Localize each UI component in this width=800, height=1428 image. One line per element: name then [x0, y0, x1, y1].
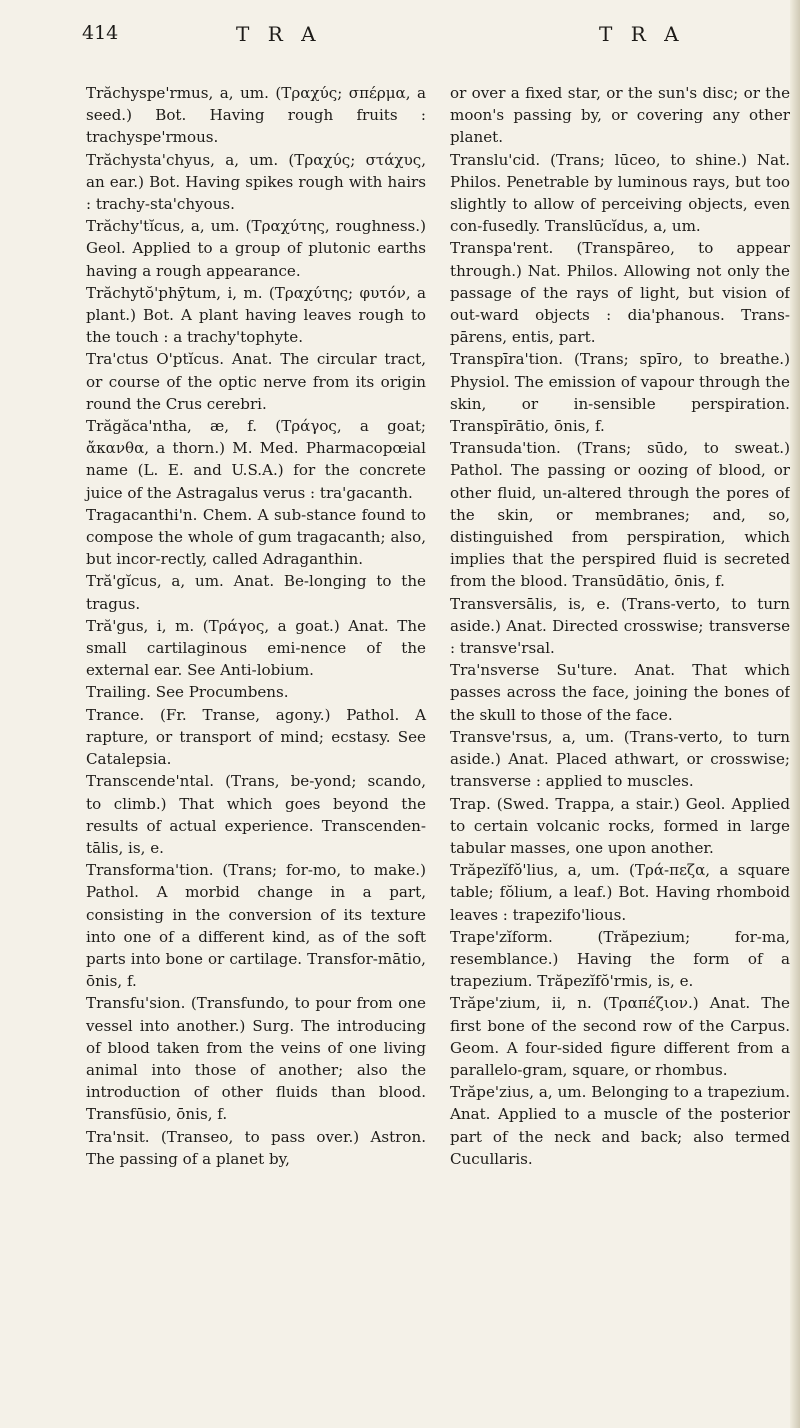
dictionary-entry: Tra'ctus O'ptĭcus. Anat. The circular tract, or course of the optic nerve from its origin round the Crus cerebri.	[86, 350, 426, 413]
header-left-word: T R A	[236, 22, 322, 46]
dictionary-entry: Tra'nsverse Su'ture. Anat. That which passes across the face, joining the bones of the skull to those of the face.	[450, 661, 790, 724]
left-column	[86, 82, 426, 1407]
dictionary-entry: Tră'gus, i, m. (Τράγος, a goat.) Anat. The small cartilaginous emi-nence of the external ear. See Anti-lobium.	[86, 616, 426, 680]
page-header	[76, 22, 766, 62]
dictionary-entry: Tra'nsit. (Transeo, to pass over.) Astron. The passing of a planet by,	[86, 1127, 426, 1168]
dictionary-entry: Trăgăca'ntha, æ, f. (Τράγος, a goat; ἄκανθα, a thorn.) M. Med. Pharmacopœial name (L. E. and U.S.A.) for the concrete juice of the Astragalus verus : tra'gacanth.	[86, 417, 426, 502]
dictionary-entry: Trăchytŏ'phȳtum, i, m. (Τραχύτης; φυτόν, a plant.) Bot. A plant having leaves rough to the touch : a trachy'tophyte.	[86, 283, 426, 347]
dictionary-entry: Trăchy'tĭcus, a, um. (Τραχύτης, roughness.) Geol. Applied to a group of plutonic earths having a rough appearance.	[86, 217, 426, 280]
header-right-word: T R A	[599, 22, 685, 46]
right-column	[450, 82, 790, 1407]
dictionary-columns	[76, 82, 790, 1407]
dictionary-entry: Transcende'ntal. (Trans, be-yond; scando, to climb.) That which goes beyond the results of actual experience. Transcenden-tālis, is, e.	[86, 772, 426, 857]
page-edge	[790, 0, 800, 1428]
dictionary-entry: Tragacanthi'n. Chem. A sub-stance found to compose the whole of gum tragacanth; also, but incor-rectly, called Adraganthin.	[86, 505, 426, 569]
dictionary-entry: Translu'cid. (Trans; lūceo, to shine.) Nat. Philos. Penetrable by luminous rays, but too slightly to allow of perceiving objects, even con-fusedly. Translūcĭdus, a, um.	[450, 150, 790, 236]
dictionary-entry: Trance. (Fr. Transe, agony.) Pathol. A rapture, or transport of mind; ecstasy. See Catalepsia.	[86, 705, 426, 769]
dictionary-entry: Trăchysta'chyus, a, um. (Τραχύς; στάχυς, an ear.) Bot. Having spikes rough with hairs : trachy-sta'chyous.	[86, 150, 426, 214]
dictionary-entry: Trăpezĭfŏ'lius, a, um. (Τρά-πεζα, a square table; fŏlium, a leaf.) Bot. Having rhomboid leaves : trapezifo'lious.	[450, 861, 790, 924]
dictionary-entry: Trăpe'zius, a, um. Belonging to a trapezium. Anat. Applied to a muscle of the posterior part of the neck and back; also termed Cucullaris.	[450, 1083, 790, 1168]
dictionary-entry: Transforma'tion. (Trans; for-mo, to make.) Pathol. A morbid change in a part, consisting in the conversion of its texture into one of a different kind, as of the soft parts into bone or cartilage. Transfor-mātio, ōnis, f.	[86, 861, 426, 991]
dictionary-entry: Trape'zĭform. (Trăpezium; for-ma, resemblance.) Having the form of a trapezium. Trăpezĭfŏ'rmis, is, e.	[450, 927, 790, 991]
dictionary-entry: Trap. (Swed. Trappa, a stair.) Geol. Applied to certain volcanic rocks, formed in large tabular masses, one upon another.	[450, 794, 790, 857]
dictionary-entry: Trăpe'zium, ii, n. (Τραπέζιον.) Anat. The first bone of the second row of the Carpus. Geom. A four-sided figure different from a parallelo-gram, square, or rhombus.	[450, 994, 790, 1079]
dictionary-entry: Transuda'tion. (Trans; sūdo, to sweat.) Pathol. The passing or oozing of blood, or other fluid, un-altered through the pores of the skin, or membranes; and, so, distinguished from perspiration, which implies that the perspired fluid is secreted from the blood. Transūdātio, ōnis, f.	[450, 439, 790, 591]
dictionary-entry: Trăchyspe'rmus, a, um. (Τραχύς; σπέρμα, a seed.) Bot. Having rough fruits : trachyspe'rmous.	[86, 84, 426, 147]
dictionary-entry: Transversālis, is, e. (Trans-verto, to turn aside.) Anat. Directed crosswise; transverse : transve'rsal.	[450, 594, 790, 658]
dictionary-entry: Trailing. See Procumbens.	[86, 683, 289, 702]
dictionary-entry: Transpīra'tion. (Trans; spīro, to breathe.) Physiol. The emission of vapour through the skin, or in-sensible perspiration. Transpīrātio, ōnis, f.	[450, 350, 790, 436]
dictionary-entry: Transve'rsus, a, um. (Trans-verto, to turn aside.) Anat. Placed athwart, or crosswise; transverse : applied to muscles.	[450, 727, 790, 791]
dictionary-entry: Transfu'sion. (Transfundo, to pour from one vessel into another.) Surg. The introducing of blood taken from the veins of one living animal into those of another; also the introduction of other fluids than blood. Transfūsio, ōnis, f.	[86, 994, 426, 1124]
dictionary-entry: or over a fixed star, or the sun's disc; or the moon's passing by, or covering any other planet.	[450, 84, 790, 147]
page-number: 414	[82, 22, 119, 44]
dictionary-entry: Tră'gĭcus, a, um. Anat. Be-longing to the tragus.	[86, 572, 426, 613]
dictionary-entry: Transpa'rent. (Transpāreo, to appear through.) Nat. Philos. Allowing not only the passage of the rays of light, but vision of out-ward objects : dia'phanous. Trans-pārens, entis, part.	[450, 239, 790, 347]
